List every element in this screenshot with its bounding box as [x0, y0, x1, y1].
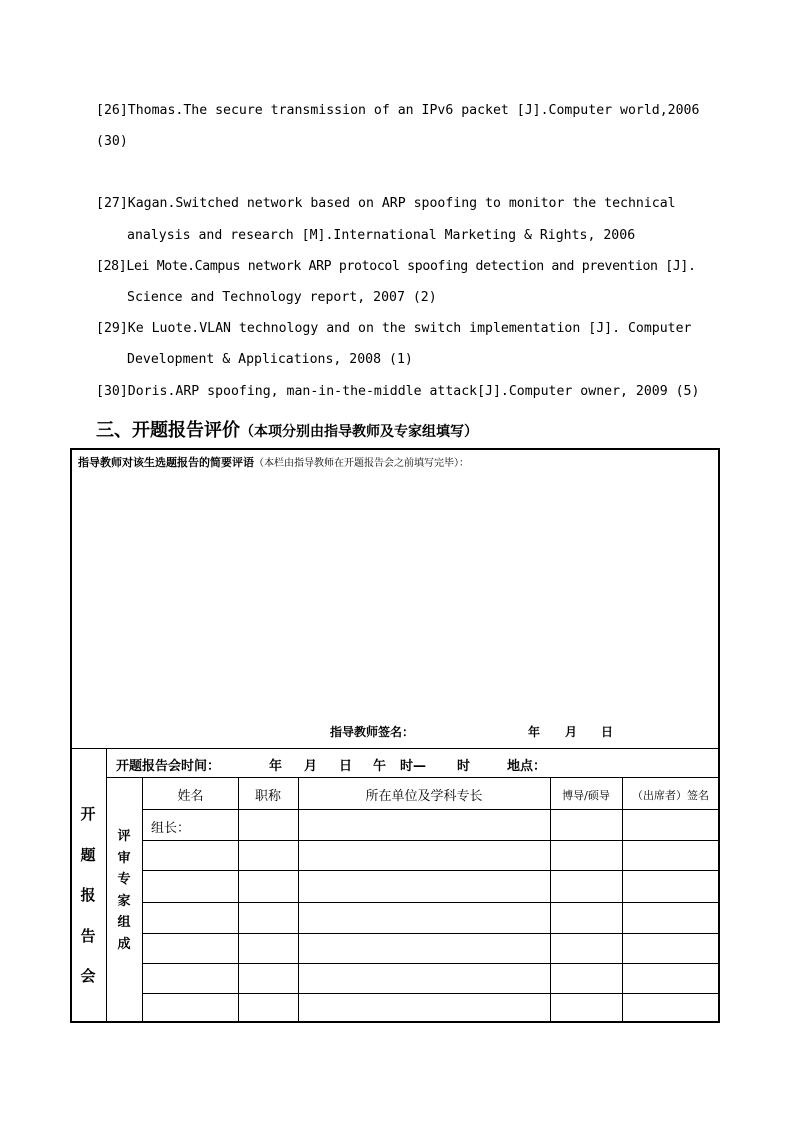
signature-day: 日 — [601, 725, 614, 739]
signature-month: 月 — [565, 725, 578, 739]
meeting-time-from: 时— — [400, 759, 427, 774]
header-name: 姓名 — [177, 789, 204, 804]
divider-row-6 — [143, 993, 719, 994]
experts-side-char: 组 — [117, 915, 131, 930]
header-signature: （出席者）签名 — [632, 789, 709, 802]
experts-side-char: 成 — [117, 936, 131, 952]
meeting-side-label — [76, 794, 100, 997]
leader-label: 组长： — [151, 821, 191, 836]
header-title: 职称 — [254, 789, 281, 804]
reference-26 — [96, 103, 706, 150]
experts-side-char: 评 — [117, 829, 131, 844]
reference-30 — [96, 384, 706, 400]
divider-meeting-time — [107, 777, 719, 778]
reference-28-line1: [28]Lei Mote.Campus network ARP protocol spoofing detection and prevention [J]. — [96, 259, 696, 274]
divider-expert-label — [142, 778, 143, 1022]
reference-26-line2: (30) — [96, 134, 128, 149]
divider-row-5 — [143, 963, 719, 964]
reference-29 — [96, 321, 706, 368]
divider-row-2 — [143, 870, 719, 871]
header-supervisor-type: 博导/硕导 — [562, 789, 610, 802]
advisor-signature-label: 指导教师签名： — [330, 725, 415, 739]
divider-col-unit — [550, 778, 551, 1022]
meeting-side-char: 报 — [80, 886, 96, 904]
divider-side-label — [106, 749, 107, 1022]
meeting-noon: 午 — [373, 759, 387, 774]
experts-side-char: 家 — [117, 893, 131, 909]
meeting-side-char: 题 — [80, 845, 96, 864]
reference-28 — [96, 259, 706, 306]
divider-col-supervisor — [622, 778, 623, 1022]
reference-27 — [96, 196, 706, 244]
reference-30-line1: [30]Doris.ARP spoofing, man-in-the-middle attack[J].Computer owner, 2009 (5) — [96, 384, 700, 399]
section-title-note: （本项分别由指导教师及专家组填写） — [240, 424, 478, 440]
experts-side-label — [113, 826, 135, 955]
reference-26-line1: [26]Thomas.The secure transmission of an IPv6 packet [J].Computer world,2006 — [96, 103, 700, 118]
reference-27-line1: [27]Kagan.Switched network based on ARP spoofing to monitor the technical — [96, 196, 676, 211]
meeting-month: 月 — [304, 759, 318, 774]
reference-29-line1: [29]Ke Luote.VLAN technology and on the switch implementation [J]. Computer — [96, 321, 692, 336]
meeting-time-to: 时 — [457, 759, 471, 774]
reference-28-line2: Science and Technology report, 2007 (2) — [127, 290, 437, 305]
section-title — [96, 416, 478, 442]
meeting-side-char: 开 — [80, 805, 96, 823]
advisor-comment-label — [78, 454, 469, 470]
divider-col-title — [298, 778, 299, 1022]
meeting-time-label: 开题报告会时间： — [116, 759, 221, 774]
meeting-side-char: 会 — [80, 967, 96, 985]
divider-row-4 — [143, 933, 719, 934]
signature-year: 年 — [528, 725, 541, 739]
meeting-year: 年 — [269, 759, 283, 774]
meeting-location-label: 地点： — [507, 759, 547, 774]
reference-27-line2: analysis and research [M].International Marketing & Rights, 2006 — [127, 228, 636, 243]
divider-header-row — [143, 809, 719, 810]
reference-29-line2: Development & Applications, 2008 (1) — [127, 352, 413, 367]
divider-advisor-box — [71, 748, 719, 749]
experts-side-char: 审 — [117, 850, 131, 866]
section-title-text: 三、开题报告评价 — [96, 420, 240, 441]
divider-row-1 — [143, 840, 719, 841]
meeting-side-char: 告 — [80, 926, 96, 945]
advisor-comment-note: （本栏由指导教师在开题报告会之前填写完毕）： — [254, 458, 469, 469]
divider-row-3 — [143, 902, 719, 903]
advisor-comment-label-text: 指导教师对该生选题报告的简要评语 — [78, 456, 254, 469]
divider-col-name — [238, 778, 239, 1022]
header-unit-specialty: 所在单位及学科专长 — [365, 789, 483, 804]
experts-side-char: 专 — [117, 872, 131, 887]
meeting-day: 日 — [339, 759, 353, 774]
